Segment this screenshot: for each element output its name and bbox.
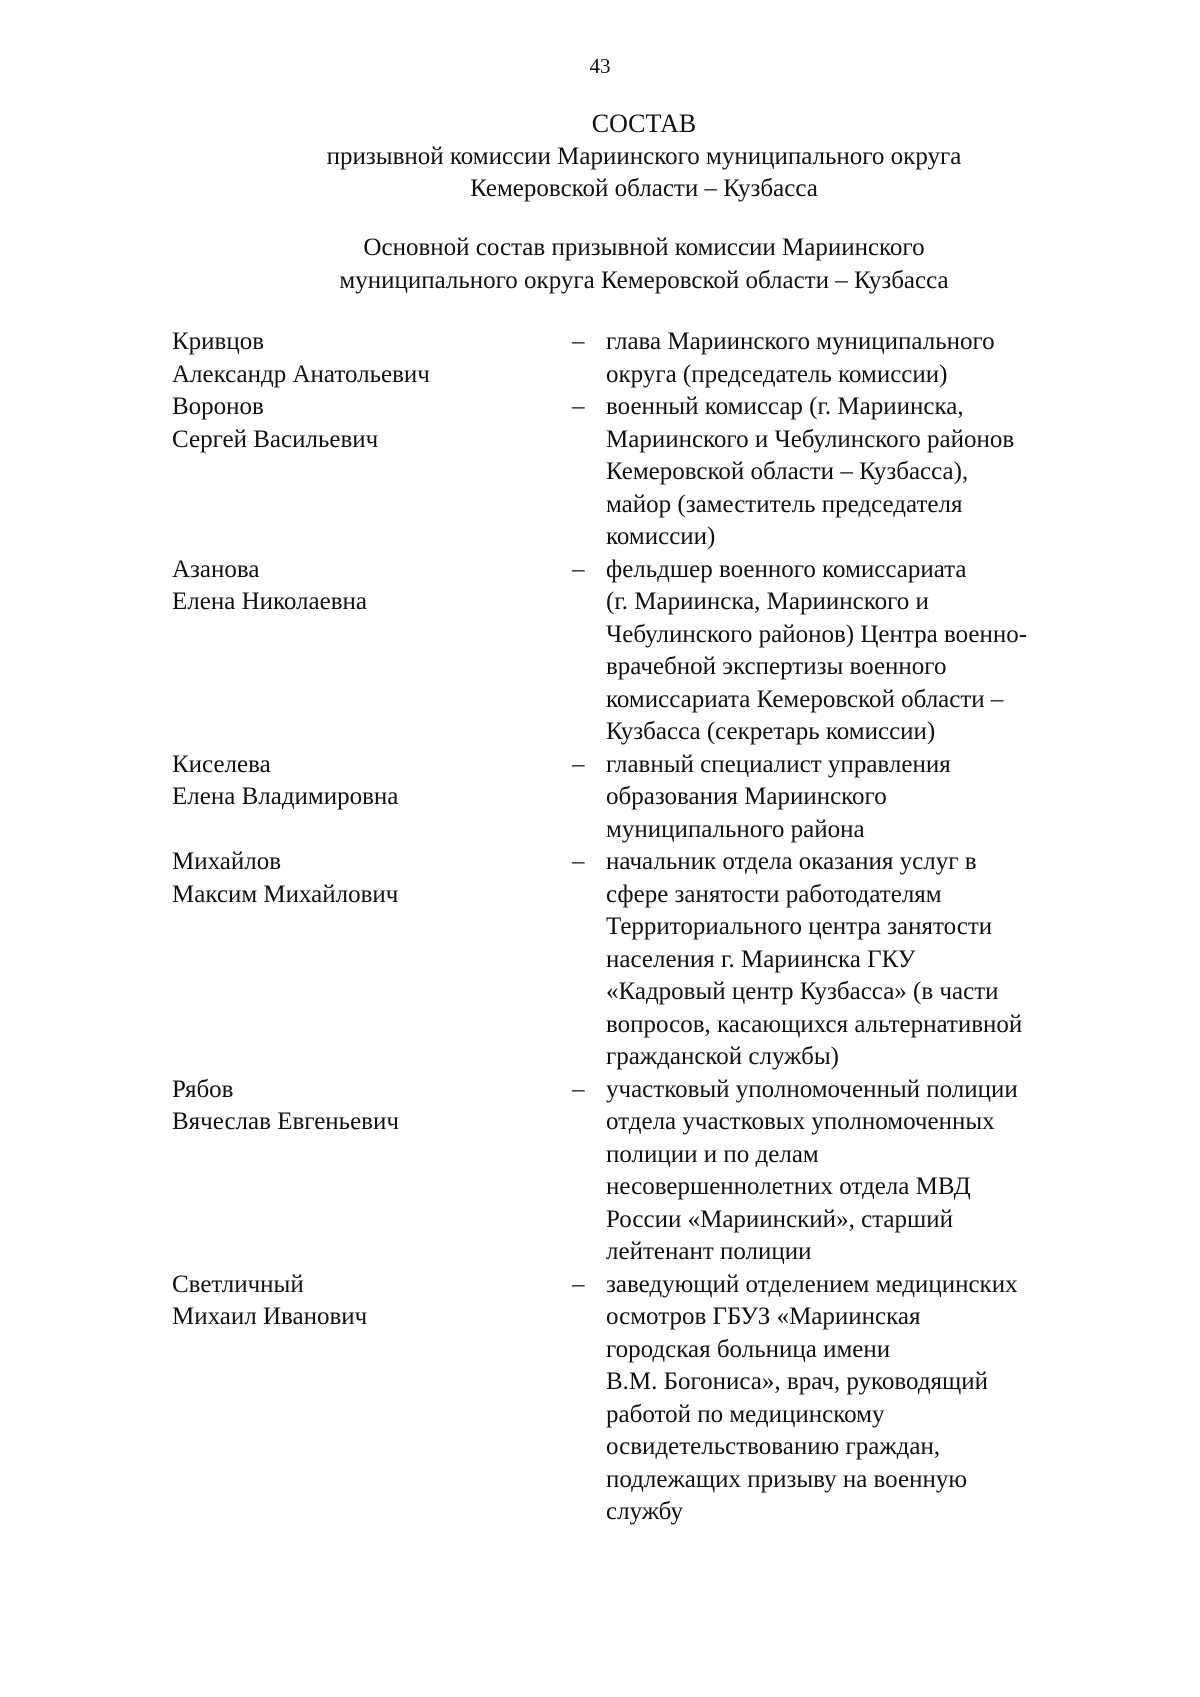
member-entry [172, 846, 1102, 1074]
member-name: Кривцов Александр Анатольевич [172, 328, 430, 388]
subheading-line-2: муниципального округа Кемеровской области – Кузбасса [339, 266, 949, 294]
dash-separator: – [572, 848, 585, 875]
member-name: Светличный Михаил Иванович [172, 1270, 368, 1330]
member-role: фельдшер военного комиссариата (г. Мариинска, Мариинского и Чебулинского районов) Центра военно- врачебной экспертизы военного комиссариата Кемеровской области – Кузбасса (секретарь комиссии) [606, 555, 1028, 745]
member-entry [172, 326, 1102, 391]
document-heading [200, 108, 1088, 206]
dash-separator: – [572, 750, 585, 778]
dash-separator: – [572, 1075, 585, 1103]
section-subheading [200, 232, 1088, 297]
dash-separator: – [572, 555, 585, 583]
member-entry [172, 391, 1102, 554]
heading-line-2: призывной комиссии Мариинского муниципального округа [326, 142, 962, 170]
member-name: Михайлов Максим Михайлович [172, 848, 399, 908]
dash-separator: – [572, 393, 585, 420]
members-list [172, 326, 1102, 1529]
member-role: участковый уполномоченный полиции отдела участковых уполномоченных полиции и по делам несовершеннолетних отдела МВД России «Мариинский», старший лейтенант полиции [606, 1075, 1018, 1265]
member-entry [172, 749, 1102, 847]
member-role: главный специалист управления образования Мариинского муниципального района [606, 750, 951, 843]
member-role: заведующий отделением медицинских осмотров ГБУЗ «Мариинская городская больница имени В.М. Богониса», врач, руководящий работой по медицинскому освидетельствованию граждан, подлежащих призыву на военную службу [606, 1270, 1018, 1525]
heading-line-3: Кемеровской области – Кузбасса [470, 175, 818, 202]
member-name: Азанова Елена Николаевна [172, 555, 367, 615]
member-role: военный комиссар (г. Мариинска, Мариинского и Чебулинского районов Кемеровской области – Кузбасса), майор (заместитель председателя комиссии) [606, 393, 1015, 550]
member-entry [172, 1074, 1102, 1269]
dash-separator: – [572, 1270, 585, 1298]
member-role: глава Мариинского муниципального округа (председатель комиссии) [606, 328, 995, 388]
dash-separator: – [572, 328, 585, 355]
member-role: начальник отдела оказания услуг в сфере занятости работодателям Территориального центра занятости населения г. Мариинска ГКУ «Кадровый центр Кузбасса» (в части вопросов, касающихся альтернативной гражданской службы) [606, 848, 1023, 1070]
page-number: 43 [589, 54, 611, 78]
heading-title: СОСТАВ [591, 109, 697, 138]
member-name: Киселева Елена Владимировна [172, 750, 399, 810]
member-entry [172, 1269, 1102, 1529]
member-entry [172, 554, 1102, 749]
subheading-line-1: Основной состав призывной комиссии Мариинского [363, 234, 925, 261]
member-name: Рябов Вячеслав Евгеньевич [172, 1075, 399, 1135]
member-name: Воронов Сергей Васильевич [172, 393, 379, 453]
